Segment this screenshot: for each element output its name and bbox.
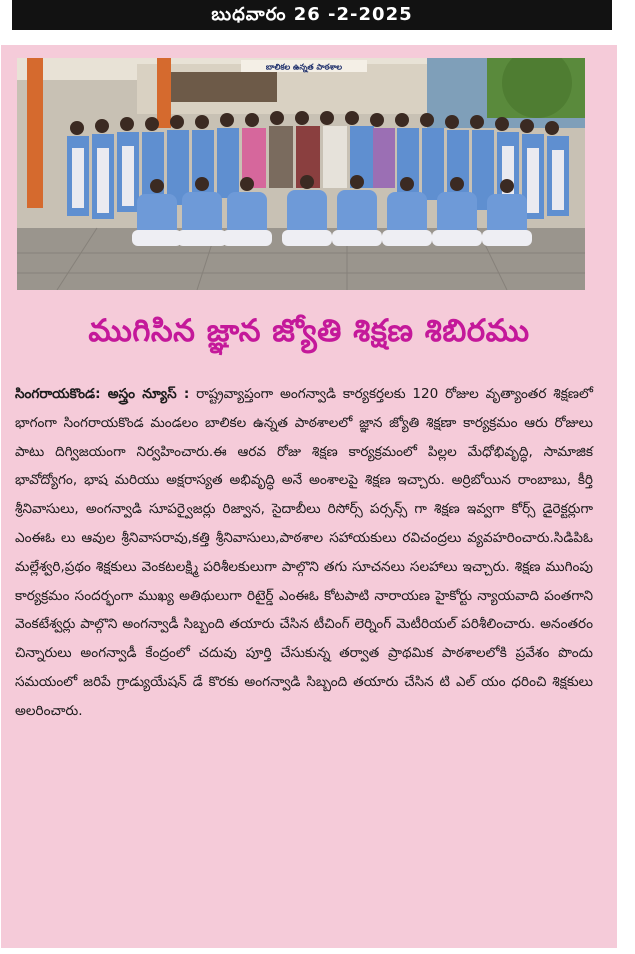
- news-panel: [1, 45, 617, 948]
- group-photo-illustration: [17, 58, 585, 290]
- school-banner-text: బాలికల ఉన్నత పాఠశాల: [265, 62, 343, 72]
- article-text: రాష్ట్రవ్యాప్తంగా అంగన్వాడి కార్యకర్తలకు 120 రోజుల వృత్యాంతర శిక్షణలో భాగంగా సింగరాయకొండ మండలం బాలికల ఉన్నత పాఠశాలలో జ్ఞాన జ్యోతి శిక్షణా కార్యక్రమం ఆరు రోజులు పాటు దిగ్విజయంగా నిర్వహించారు.ఈ ఆరవ రోజు శిక్షణ కార్యక్రమంలో పిల్లల మేధోభివృద్ధి, సామాజిక భావోద్యోగం, భాష మరియు అక్షరాస్యత అభివృద్ధి అనే అంశాలపై శిక్షణ ఇచ్చారు. అర్రిబోయిన రాంబాబు, కీర్తి శ్రీనివాసులు, అంగన్వాడి సూపర్వైజర్లు రిజ్వాన, సైదాబీలు రిసోర్స్ పర్సన్స్ గా శిక్షణ ఇవ్వగా కోర్స్ డైరెక్టర్లుగా ఎంఈఓ లు ఆవుల శ్రీనివాసరావు,కత్తి శ్రీనివాసులు,పాఠశాల సహాయకులు రవిచంద్రలు వ్యవహరించారు.సిడిపిఓ మల్లేశ్వరి,ప్రథం శిక్షకులు వెంకటలక్ష్మి పరిశీలకులుగా పాల్గొని తగు సూచనలు సలహాలు ఇచ్చారు. శిక్షణ ముగింపు కార్యక్రమం సందర్భంగా ముఖ్య అతిథులుగా రిటైర్డ్ ఎంఈఓ కోటపాటి నారాయణ హైకోర్టు న్యాయవాది పంతగాని వెంకటేశ్వర్లు పాల్గొని అంగన్వాడీ సిబ్బంది తయారు చేసిన టీచింగ్ లెర్నింగ్ మెటీరియల్ పరిశీలించారు. అనంతరం చిన్నారులు అంగన్వాడీ కేంద్రంలో చదువు పూర్తి చేసుకున్న తర్వాత ప్రాథమిక పాఠశాలలోకి ప్రవేశం పొందు సమయంలో జరిపే గ్రాడ్యుయేషన్ డే కొరకు అంగన్వాడి సిబ్బంది తయారు చేసిన టి ఎల్ యం ధరించి శిక్షకులు అలరించారు.: [15, 386, 594, 719]
- article-headline: ముగిసిన జ్ఞాన జ్యోతి శిక్షణ శిబిరము: [88, 313, 530, 349]
- article-dateline: సింగరాయకొండ: అస్త్రం న్యూస్ :: [15, 386, 190, 402]
- issue-date: బుధవారం 26 -2-2025: [211, 4, 413, 25]
- group-photo: [17, 58, 585, 290]
- date-bar: [12, 0, 612, 30]
- article-body: [15, 380, 593, 726]
